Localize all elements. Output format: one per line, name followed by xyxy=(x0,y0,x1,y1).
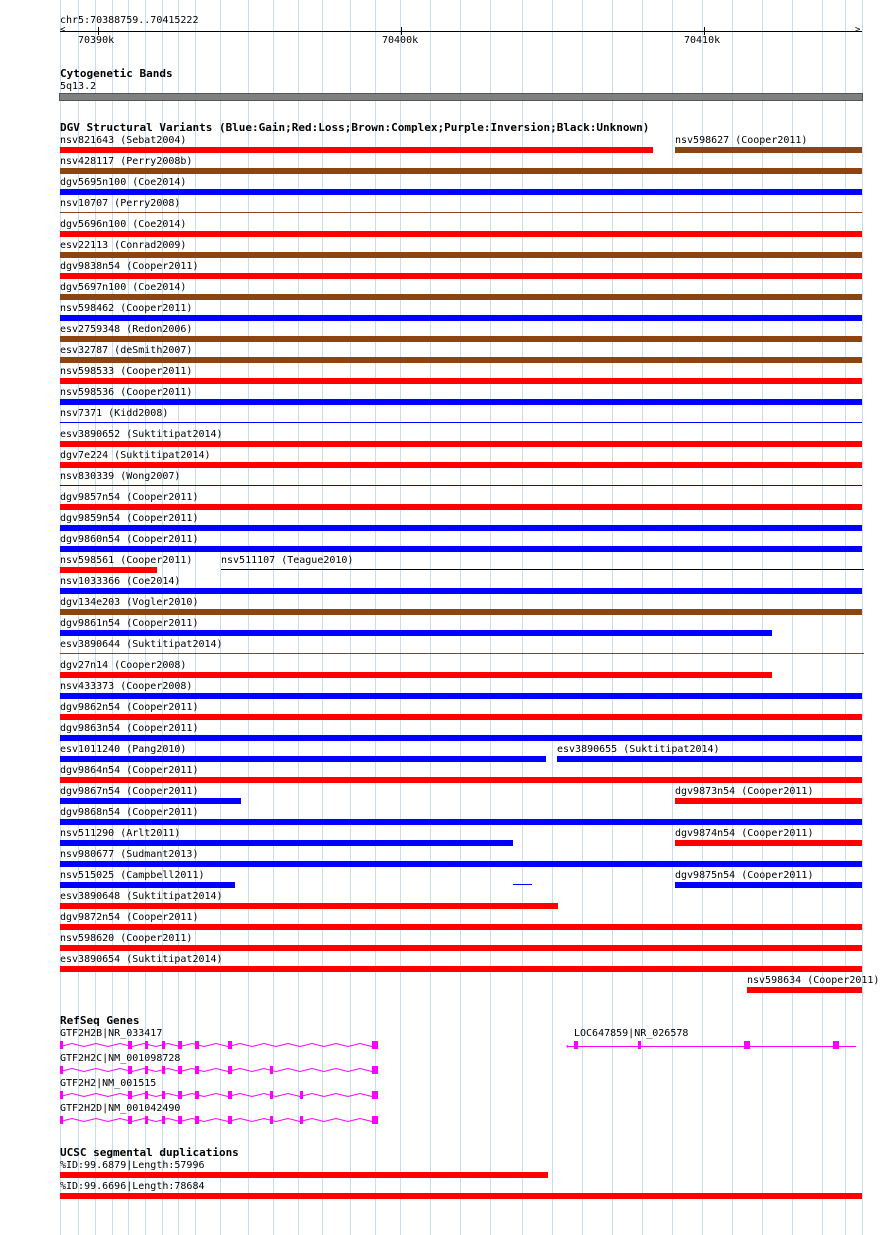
variant-label: dgv9874n54 (Cooper2011) xyxy=(675,828,814,839)
variant-bar[interactable] xyxy=(60,273,862,279)
variant-label: nsv598634 (Cooper2011) xyxy=(747,975,880,986)
variant-bar[interactable] xyxy=(60,693,862,699)
variant-label: nsv830339 (Wong2007) xyxy=(60,471,181,482)
ruler-left-arrow-icon: < xyxy=(60,25,66,35)
variant-bar[interactable] xyxy=(60,294,862,300)
variant-bar[interactable] xyxy=(60,147,653,153)
variant-bar[interactable] xyxy=(60,861,862,867)
gene-label: GTF2H2C|NM_001098728 xyxy=(60,1053,181,1064)
variant-label: esv3890644 (Suktitipat2014) xyxy=(60,639,223,650)
variant-bar[interactable] xyxy=(60,903,558,909)
segdup-label: %ID:99.6696|Length:78684 xyxy=(60,1181,205,1192)
variant-label: esv3890655 (Suktitipat2014) xyxy=(557,744,720,755)
variant-bar[interactable] xyxy=(60,567,157,573)
variant-label: dgv9860n54 (Cooper2011) xyxy=(60,534,199,545)
variant-bar[interactable] xyxy=(60,819,862,825)
gene-label: GTF2H2D|NM_001042490 xyxy=(60,1103,181,1114)
variant-label: esv3890652 (Suktitipat2014) xyxy=(60,429,223,440)
variant-label: nsv7371 (Kidd2008) xyxy=(60,408,169,419)
variant-label: dgv27n14 (Cooper2008) xyxy=(60,660,187,671)
variant-bar[interactable] xyxy=(60,504,862,510)
segdup-label: %ID:99.6879|Length:57996 xyxy=(60,1160,205,1171)
variant-label: dgv9873n54 (Cooper2011) xyxy=(675,786,814,797)
variant-label: dgv9859n54 (Cooper2011) xyxy=(60,513,199,524)
variant-label: dgv9862n54 (Cooper2011) xyxy=(60,702,199,713)
variant-bar[interactable] xyxy=(60,462,862,468)
variant-bar[interactable] xyxy=(60,840,513,846)
variant-label: dgv9867n54 (Cooper2011) xyxy=(60,786,199,797)
ruler-tick-label: 70390k xyxy=(78,35,115,46)
variant-label: dgv5697n100 (Coe2014) xyxy=(60,282,187,293)
strand-arrow-icon: ← xyxy=(566,1041,573,1052)
variant-bar[interactable] xyxy=(60,945,862,951)
variant-bar[interactable] xyxy=(60,525,862,531)
variant-bar[interactable] xyxy=(60,966,862,972)
variant-label: nsv598462 (Cooper2011) xyxy=(60,303,193,314)
variant-label: nsv515025 (Campbell2011) xyxy=(60,870,205,881)
variant-label: dgv134e203 (Vogler2010) xyxy=(60,597,199,608)
variant-label: dgv7e224 (Suktitipat2014) xyxy=(60,450,211,461)
variant-label: nsv980677 (Sudmant2013) xyxy=(60,849,199,860)
variant-label: esv3890654 (Suktitipat2014) xyxy=(60,954,223,965)
cytoband-label: 5q13.2 xyxy=(60,81,97,92)
ruler-tick xyxy=(704,27,705,35)
variant-label: nsv598627 (Cooper2011) xyxy=(675,135,808,146)
variant-bar[interactable] xyxy=(60,399,862,405)
variant-bar[interactable] xyxy=(60,378,862,384)
locus-label: chr5:70388759..70415222 xyxy=(60,15,199,26)
variant-label: nsv821643 (Sebat2004) xyxy=(60,135,187,146)
variant-label: nsv511290 (Arlt2011) xyxy=(60,828,181,839)
variant-label: nsv428117 (Perry2008b) xyxy=(60,156,193,167)
variant-label: nsv10707 (Perry2008) xyxy=(60,198,181,209)
gene-label: LOC647859|NR_026578 xyxy=(574,1028,689,1039)
variant-bar[interactable] xyxy=(60,485,862,486)
variant-label: dgv9861n54 (Cooper2011) xyxy=(60,618,199,629)
variant-label: esv22113 (Conrad2009) xyxy=(60,240,187,251)
ruler-tick-label: 70400k xyxy=(382,35,419,46)
variant-label: dgv5696n100 (Coe2014) xyxy=(60,219,187,230)
gene-model-gtf2h2d[interactable] xyxy=(60,1116,378,1124)
variant-bar[interactable] xyxy=(60,672,772,678)
variant-label: dgv9872n54 (Cooper2011) xyxy=(60,912,199,923)
variant-bar[interactable] xyxy=(675,840,862,846)
variant-bar[interactable] xyxy=(60,357,862,363)
variant-bar[interactable] xyxy=(60,609,862,615)
variant-label: nsv598620 (Cooper2011) xyxy=(60,933,193,944)
gene-label: GTF2H2|NM_001515 xyxy=(60,1078,157,1089)
variant-bar[interactable] xyxy=(60,212,862,213)
variant-label: dgv9857n54 (Cooper2011) xyxy=(60,492,199,503)
variant-bar[interactable] xyxy=(60,882,235,888)
variant-bar[interactable] xyxy=(221,569,864,570)
variant-bar[interactable] xyxy=(60,422,862,423)
variant-bar[interactable] xyxy=(60,315,862,321)
variant-bar[interactable] xyxy=(675,798,862,804)
variant-label: nsv511107 (Teague2010) xyxy=(221,555,354,566)
variant-bar[interactable] xyxy=(675,882,862,888)
variant-bar[interactable] xyxy=(60,735,862,741)
gene-model-loc647859[interactable] xyxy=(568,1041,856,1049)
variant-tail xyxy=(513,884,532,885)
dgv-track-title[interactable]: DGV Structural Variants (Blue:Gain;Red:Loss;Brown:Complex;Purple:Inversion;Black:Unknown) xyxy=(60,121,650,134)
variant-bar[interactable] xyxy=(60,252,862,258)
variant-label: dgv9838n54 (Cooper2011) xyxy=(60,261,199,272)
variant-bar[interactable] xyxy=(60,798,241,804)
ruler-tick xyxy=(401,27,402,35)
variant-bar[interactable] xyxy=(60,189,862,195)
gene-model-gtf2h2[interactable] xyxy=(60,1091,378,1099)
variant-label: dgv9875n54 (Cooper2011) xyxy=(675,870,814,881)
variant-label: nsv598536 (Cooper2011) xyxy=(60,387,193,398)
variant-bar[interactable] xyxy=(675,147,862,153)
variant-label: nsv598561 (Cooper2011) xyxy=(60,555,193,566)
segdup-bar[interactable] xyxy=(60,1193,862,1199)
ruler-tick xyxy=(98,27,99,35)
variant-bar[interactable] xyxy=(60,924,862,930)
variant-bar[interactable] xyxy=(60,714,862,720)
cytoband-track-title[interactable]: Cytogenetic Bands xyxy=(60,67,173,80)
ruler-line xyxy=(60,31,862,32)
variant-bar[interactable] xyxy=(60,441,862,447)
variant-bar[interactable] xyxy=(747,987,862,993)
variant-bar[interactable] xyxy=(60,231,862,237)
variant-label: esv32787 (deSmith2007) xyxy=(60,345,193,356)
gene-label: GTF2H2B|NR_033417 xyxy=(60,1028,163,1039)
variant-label: nsv433373 (Cooper2008) xyxy=(60,681,193,692)
ruler-right-arrow-icon: > xyxy=(855,25,861,35)
variant-label: nsv598533 (Cooper2011) xyxy=(60,366,193,377)
variant-label: esv1011240 (Pang2010) xyxy=(60,744,187,755)
variant-label: esv3890648 (Suktitipat2014) xyxy=(60,891,223,902)
cytoband-bar[interactable] xyxy=(59,93,863,101)
variant-bar[interactable] xyxy=(60,653,864,654)
variant-label: esv2759348 (Redon2006) xyxy=(60,324,193,335)
variant-tail xyxy=(557,926,862,927)
variant-bar[interactable] xyxy=(60,756,546,762)
segdup-bar[interactable] xyxy=(60,1172,548,1178)
refseq-track-title[interactable]: RefSeq Genes xyxy=(60,1014,140,1027)
gene-model-gtf2h2b[interactable] xyxy=(60,1041,378,1049)
variant-bar[interactable] xyxy=(60,168,862,174)
ruler-tick-label: 70410k xyxy=(684,35,721,46)
refseq-gene-models[interactable] xyxy=(0,1035,890,1125)
variant-label: dgv9868n54 (Cooper2011) xyxy=(60,807,199,818)
variant-bar[interactable] xyxy=(60,777,862,783)
variant-label: nsv1033366 (Coe2014) xyxy=(60,576,181,587)
variant-bar[interactable] xyxy=(60,588,862,594)
variant-label: dgv9863n54 (Cooper2011) xyxy=(60,723,199,734)
gene-model-gtf2h2c[interactable] xyxy=(60,1066,378,1074)
variant-bar[interactable] xyxy=(60,336,862,342)
variant-bar[interactable] xyxy=(60,630,772,636)
variant-bar[interactable] xyxy=(557,756,862,762)
segdup-track-title[interactable]: UCSC segmental duplications xyxy=(60,1146,239,1159)
variant-label: dgv5695n100 (Coe2014) xyxy=(60,177,187,188)
variant-label: dgv9864n54 (Cooper2011) xyxy=(60,765,199,776)
variant-bar[interactable] xyxy=(60,546,862,552)
